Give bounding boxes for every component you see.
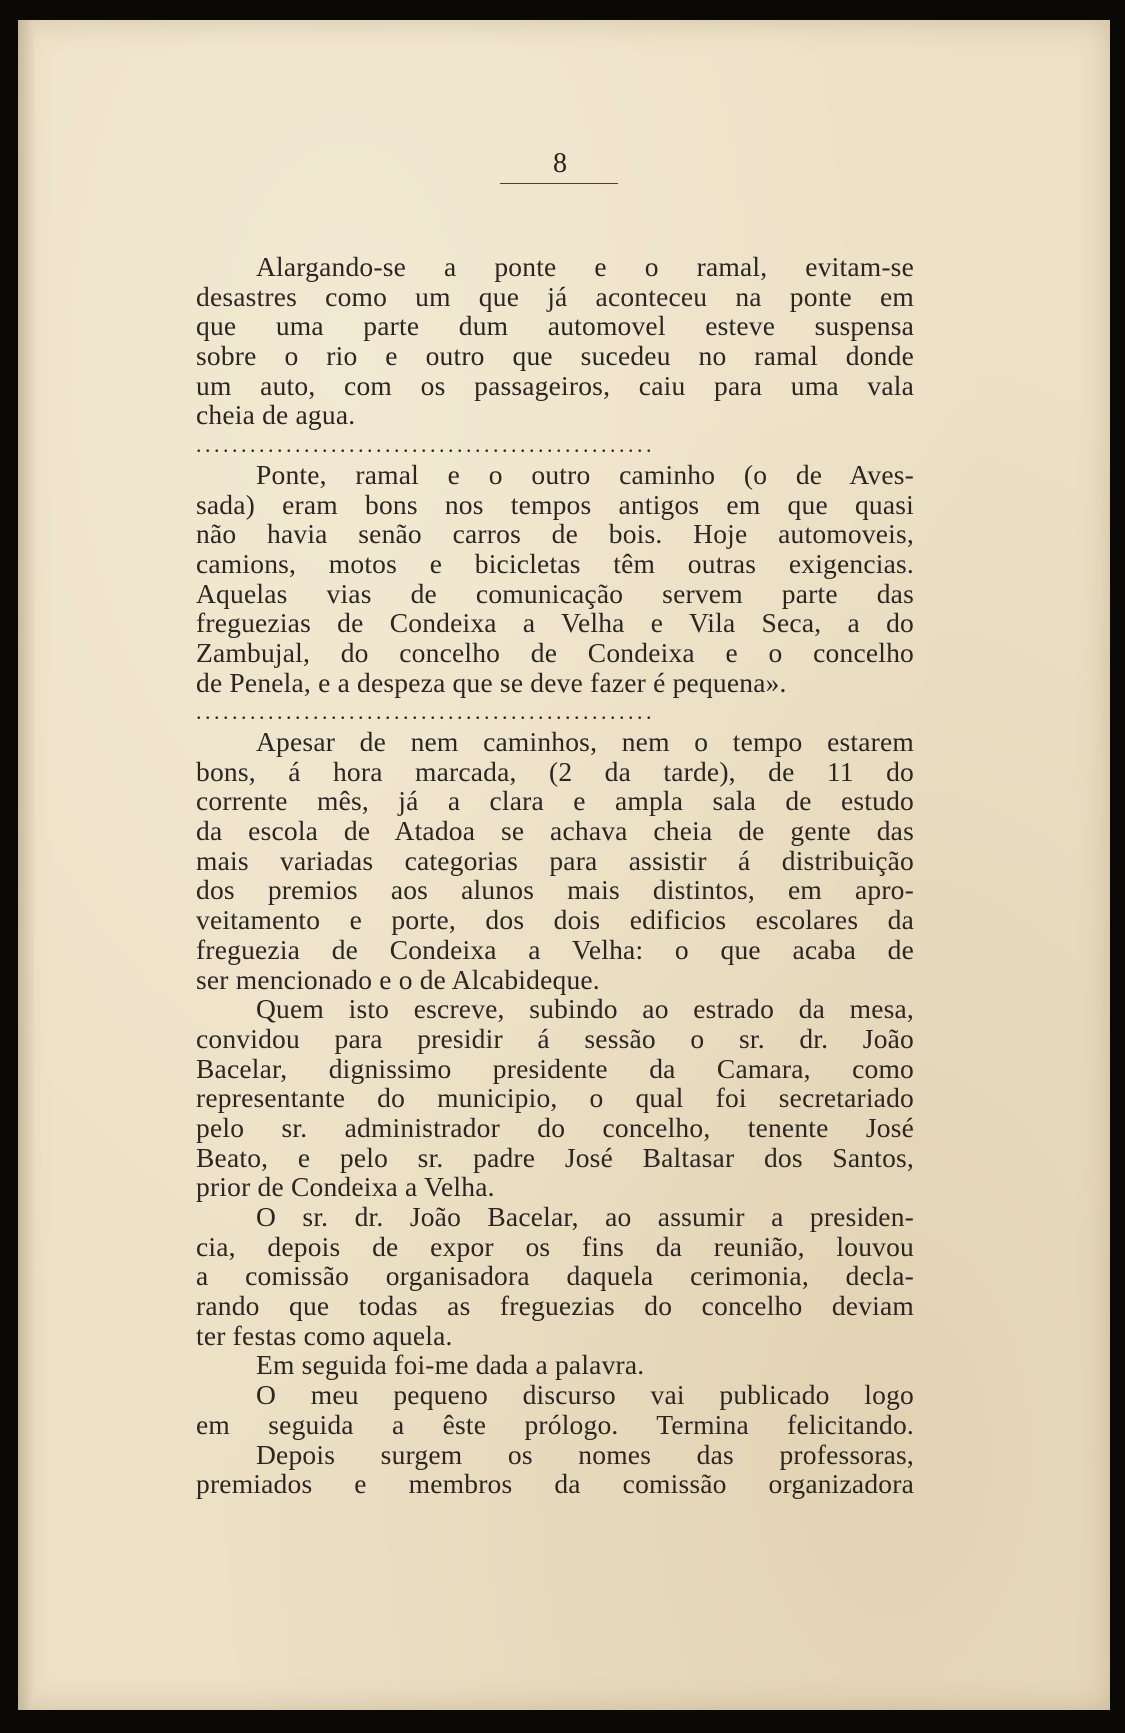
text-line: representante do municipio, o qual foi secretariado <box>196 1082 914 1114</box>
text-line: prior de Condeixa a Velha. <box>196 1171 495 1203</box>
text-line: de Penela, e a despeza que se deve fazer é pequena». <box>196 666 787 698</box>
text-line: O meu pequeno discurso vai publicado logo <box>256 1379 914 1411</box>
text-line: freguezias de Condeixa a Velha e Vila Seca, a do <box>196 607 914 639</box>
text-line: mais variadas categorias para assistir á distribuição <box>196 844 914 876</box>
text-line: Zambujal, do concelho de Condeixa e o concelho <box>196 636 914 668</box>
body-text <box>196 252 914 1499</box>
text-line: Aquelas vias de comunicação servem parte das <box>196 577 914 609</box>
page-binding-edge <box>18 20 34 1710</box>
text-line: camions, motos e bicicletas têm outras exigencias. <box>196 547 914 579</box>
text-line: sobre o rio e outro que sucedeu no ramal donde <box>196 340 914 372</box>
text-line: Alargando-se a ponte e o ramal, evitam-se <box>256 251 914 282</box>
text-line: não havia senão carros de bois. Hoje automoveis, <box>196 518 914 550</box>
text-line: Quem isto escreve, subindo ao estrado da mesa, <box>256 993 914 1025</box>
text-line: freguezia de Condeixa a Velha: o que acaba de <box>196 933 914 965</box>
text-line: dos premios aos alunos mais distintos, em apro- <box>196 874 914 906</box>
text-line: pelo sr. administrador do concelho, tenente José <box>196 1111 914 1143</box>
text-line: rando que todas as freguezias do concelho deviam <box>196 1290 914 1322</box>
text-line: que uma parte dum automovel esteve suspensa <box>196 310 914 342</box>
text-line: Bacelar, dignissimo presidente da Camara, como <box>196 1052 914 1084</box>
text-line: a comissão organisadora daquela cerimonia, decla- <box>196 1260 914 1292</box>
text-line: Depois surgem os nomes das professoras, <box>256 1438 914 1470</box>
text-line: Ponte, ramal e o outro caminho (o de Aves- <box>256 458 914 490</box>
text-line: em seguida a êste prólogo. Termina felicitando. <box>196 1408 914 1440</box>
text-line: convidou para presidir á sessão o sr. dr. João <box>196 1022 914 1054</box>
text-line: da escola de Atadoa se achava cheia de gente das <box>196 815 914 847</box>
text-line: veitamento e porte, dos dois edificios escolares da <box>196 904 914 936</box>
text-line: ter festas como aquela. <box>196 1319 453 1351</box>
text-line: um auto, com os passageiros, caiu para uma vala <box>196 369 914 401</box>
page-number: 8 <box>553 148 567 179</box>
text-line: desastres como um que já aconteceu na ponte em <box>196 280 914 312</box>
text-line: Beato, e pelo sr. padre José Baltasar dos Santos, <box>196 1141 914 1173</box>
text-line: bons, á hora marcada, (2 da tarde), de 11 do <box>196 755 914 787</box>
text-line: premiados e membros da comissão organizadora <box>196 1468 914 1500</box>
text-line: Em seguida foi-me dada a palavra. <box>256 1349 645 1381</box>
text-line: cia, depois de expor os fins da reunião, louvou <box>196 1230 914 1262</box>
separator-dots: ................................................... <box>196 432 655 458</box>
page-number-rule <box>500 183 618 184</box>
text-line: O sr. dr. João Bacelar, ao assumir a presiden- <box>256 1201 914 1232</box>
text-line: sada) eram bons nos tempos antigos em que quasi <box>196 488 914 520</box>
text-line: cheia de agua. <box>196 399 356 431</box>
text-line: ser mencionado e o de Alcabideque. <box>196 963 600 995</box>
separator-dots: ................................................... <box>196 699 655 725</box>
text-line: Apesar de nem caminhos, nem o tempo estarem <box>256 726 914 757</box>
text-line: corrente mês, já a clara e ampla sala de estudo <box>196 785 914 817</box>
